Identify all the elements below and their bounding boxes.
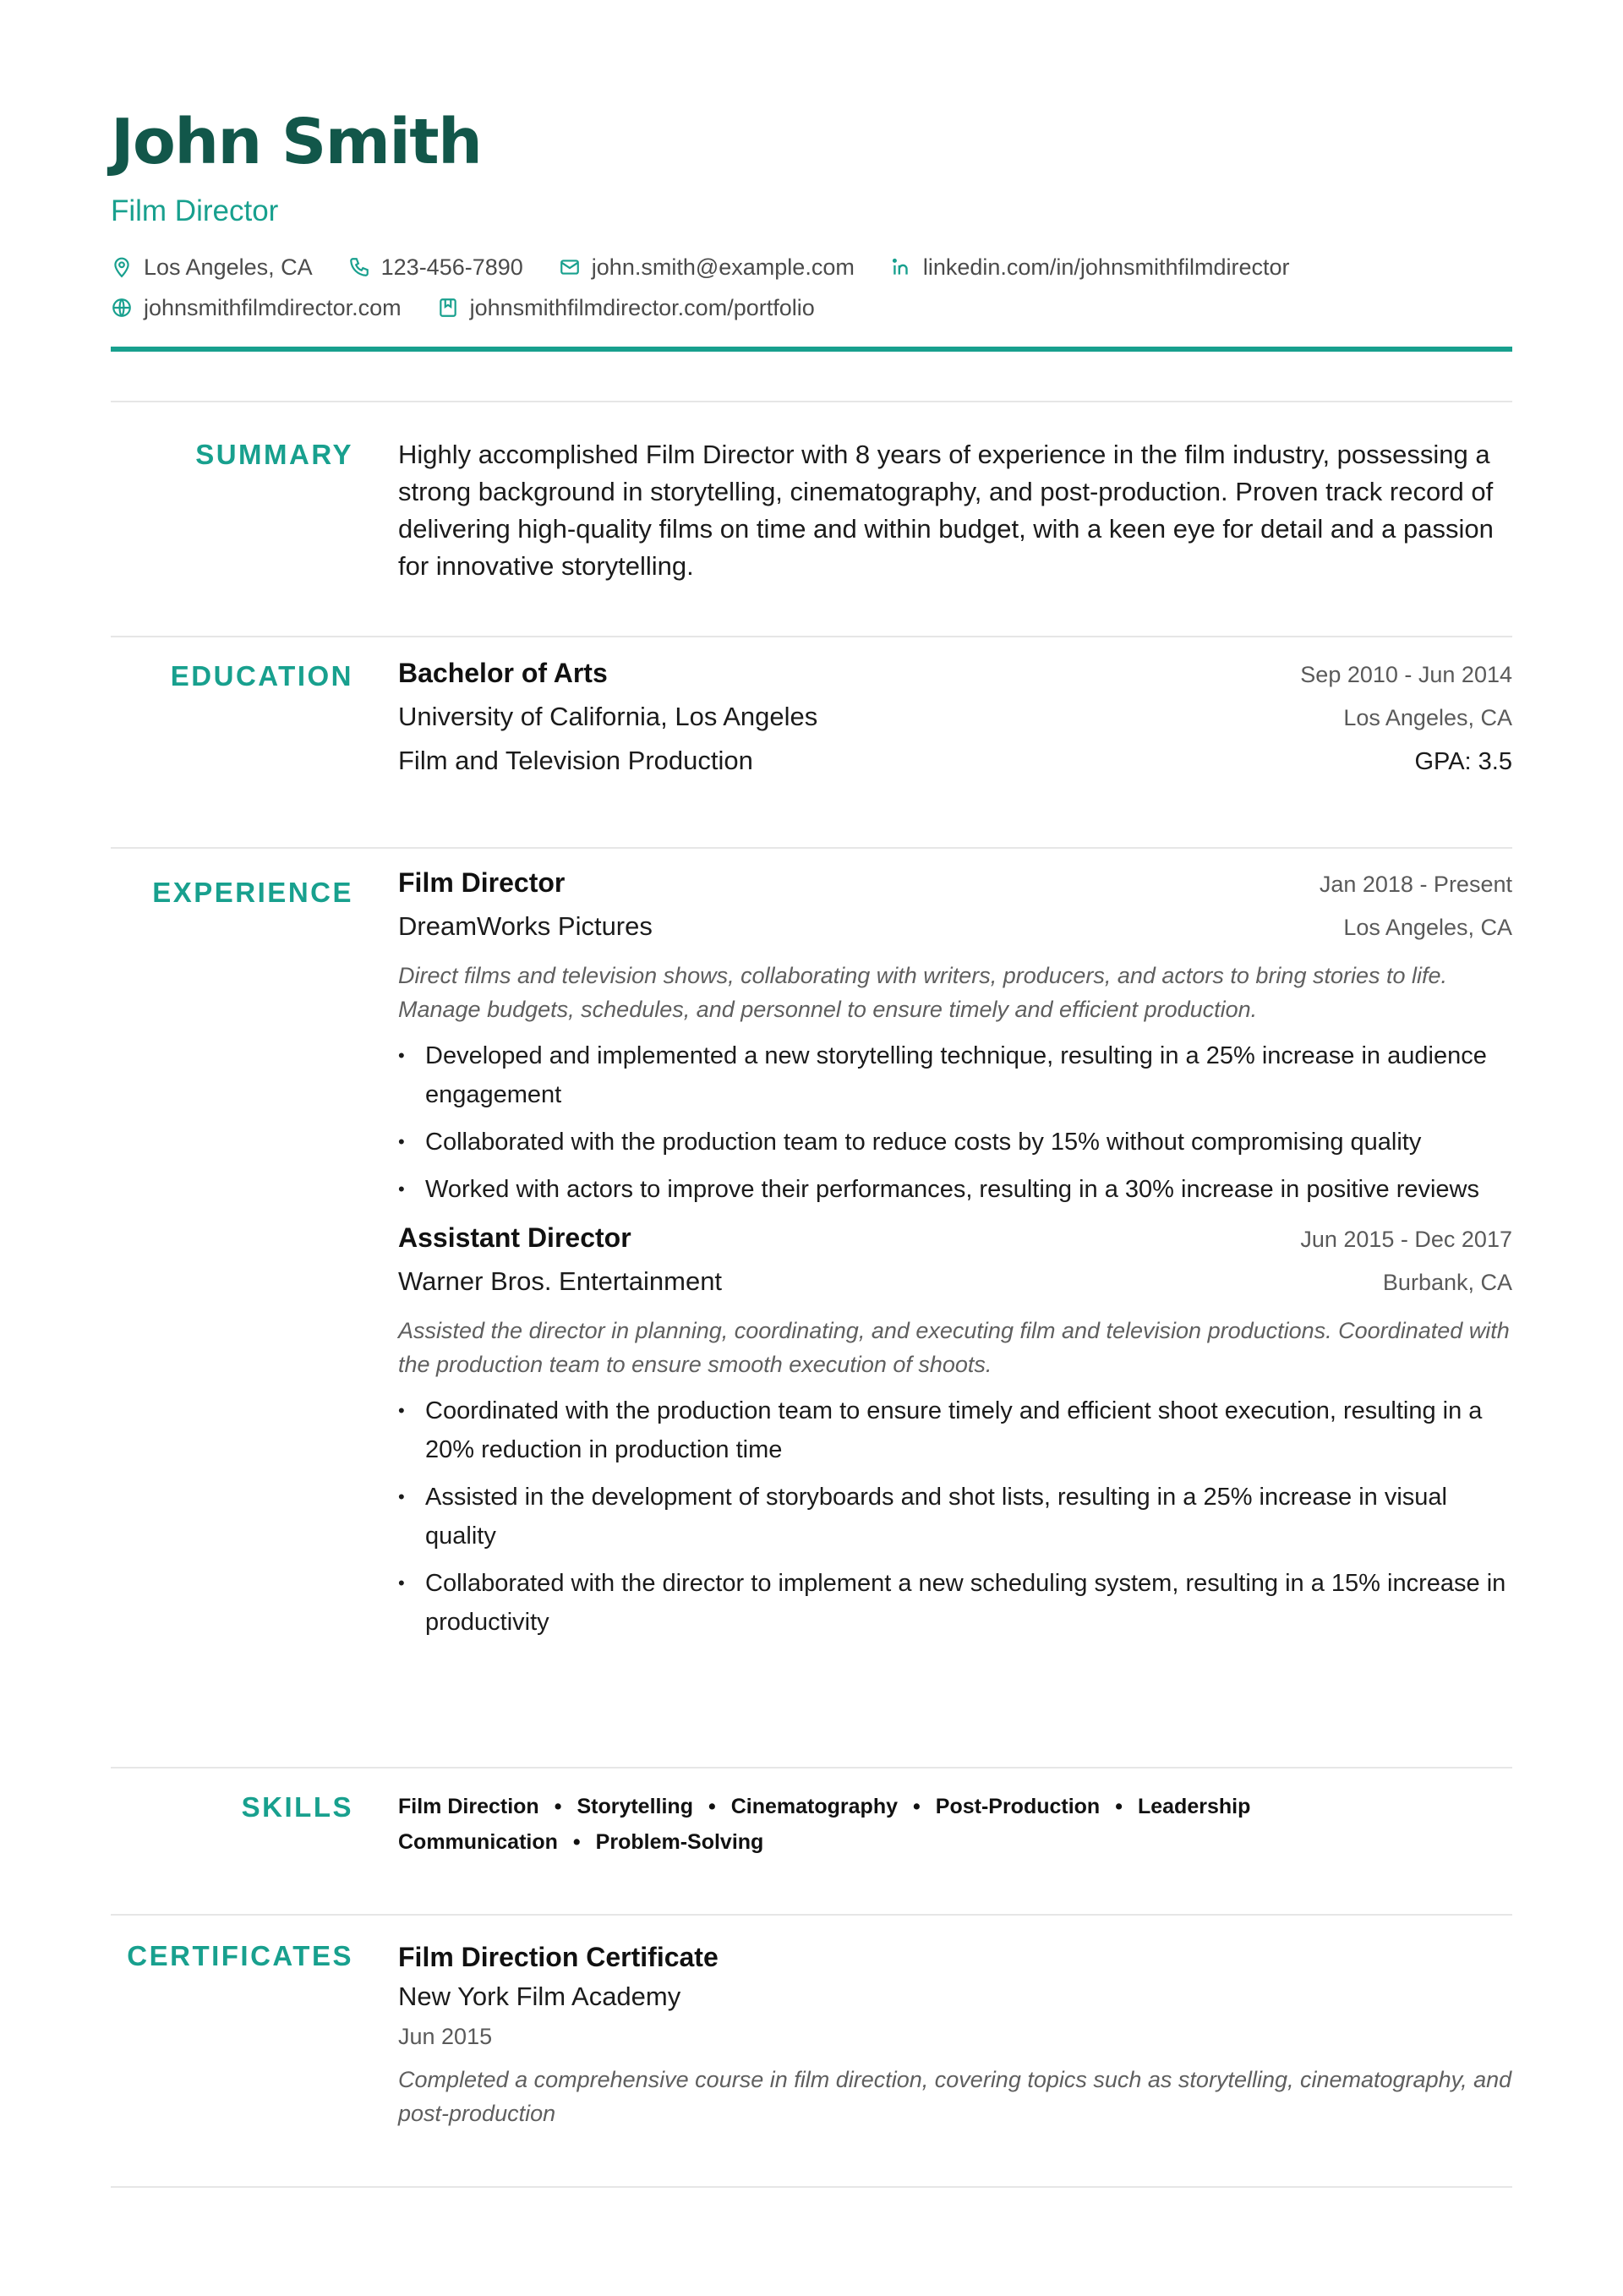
contact-phone-text: 123-456-7890 — [380, 254, 523, 280]
job-company-row — [398, 911, 1512, 954]
contact-website-text: johnsmithfilmdirector.com — [144, 295, 402, 320]
contact-portfolio[interactable] — [437, 287, 815, 328]
gpa: GPA: 3.5 — [1414, 748, 1512, 775]
list-item: • Developed and implemented a new storytelling technique, resulting in a 25% increase in audience engagement — [398, 1036, 1512, 1114]
skill-separator: • — [572, 1830, 581, 1854]
school-location: Los Angeles, CA — [1343, 705, 1512, 730]
contact-phone[interactable] — [348, 247, 523, 287]
job-achievements — [398, 1036, 1512, 1209]
globe-icon — [111, 297, 133, 319]
certificates-section — [111, 1914, 1512, 2188]
linkedin-icon — [890, 256, 912, 278]
job-dates: Jun 2015 - Dec 2017 — [1300, 1227, 1512, 1252]
job-company: Warner Bros. Entertainment — [398, 1266, 723, 1296]
bookmark-icon — [437, 297, 459, 319]
job-location: Los Angeles, CA — [1343, 915, 1512, 940]
summary-heading: SUMMARY — [195, 439, 353, 470]
list-item: • Collaborated with the production team to reduce costs by 15% without compromising quality — [398, 1123, 1512, 1162]
education-section — [111, 636, 1512, 847]
header-divider — [111, 347, 1512, 352]
education-dates: Sep 2010 - Jun 2014 — [1300, 662, 1512, 687]
job-title: Assistant Director — [398, 1222, 631, 1253]
job-location: Burbank, CA — [1382, 1270, 1512, 1295]
job-title-row — [398, 867, 1512, 911]
job-description: Direct films and television shows, collaborating with writers, producers, and actors to bring stories to life. Manage budgets, schedules, and personnel to ensure timely and efficient production. — [398, 963, 1448, 1022]
skills-heading: SKILLS — [241, 1791, 353, 1823]
list-item: • Worked with actors to improve their performances, resulting in a 30% increase in positive reviews — [398, 1170, 1512, 1209]
skill-separator: • — [708, 1795, 716, 1818]
contact-row — [111, 247, 1512, 287]
skills-list — [398, 1789, 1512, 1914]
degree: Bachelor of Arts — [398, 658, 608, 688]
contact-info — [111, 247, 1512, 328]
skill-separator: • — [1115, 1795, 1123, 1818]
contact-email[interactable] — [559, 247, 855, 287]
certificates-body — [398, 1938, 1512, 2186]
certificate-name: Film Direction Certificate — [398, 1942, 719, 1972]
candidate-role: Film Director — [111, 194, 279, 227]
contact-row — [111, 287, 1512, 328]
job-entry — [398, 867, 1512, 1209]
list-item: • Assisted in the development of storyboards and shot lists, resulting in a 25% increase in visual quality — [398, 1478, 1512, 1555]
job-company: DreamWorks Pictures — [398, 911, 653, 941]
skill-separator: • — [913, 1795, 921, 1818]
job-title: Film Director — [398, 867, 566, 898]
list-item: • Coordinated with the production team to ensure timely and efficient shoot execution, resulting in a 20% reduction in production time — [398, 1391, 1512, 1469]
field-of-study: Film and Television Production — [398, 746, 753, 775]
skill-tag: Problem-Solving — [595, 1830, 764, 1854]
job-company-row — [398, 1266, 1512, 1309]
skill-separator: • — [554, 1795, 562, 1818]
experience-section — [111, 847, 1512, 1767]
contact-location-text: Los Angeles, CA — [144, 254, 313, 280]
skill-tag: Leadership — [1137, 1795, 1251, 1818]
certificates-heading: CERTIFICATES — [127, 1940, 353, 1971]
experience-heading: EXPERIENCE — [152, 877, 353, 908]
skills-section — [111, 1767, 1512, 1914]
contact-linkedin[interactable] — [890, 247, 1290, 287]
skill-tag: Communication — [398, 1830, 558, 1854]
job-description: Assisted the director in planning, coordinating, and executing film and television productions. Coordinated with the production team to ensure smooth execution of shoots. — [398, 1318, 1510, 1377]
contact-portfolio-text: johnsmithfilmdirector.com/portfolio — [469, 295, 815, 320]
skill-tag: Post-Production — [935, 1795, 1101, 1818]
list-item: • Collaborated with the director to implement a new scheduling system, resulting in a 15% increase in productivity — [398, 1564, 1512, 1642]
skills-row — [398, 1824, 1512, 1860]
education-heading: EDUCATION — [170, 660, 353, 692]
candidate-name: John Smith — [111, 106, 482, 178]
skill-tag: Storytelling — [577, 1795, 693, 1818]
summary-body — [398, 436, 1512, 636]
education-row — [398, 746, 1512, 790]
certificate-date: Jun 2015 — [398, 2024, 493, 2049]
job-dates: Jan 2018 - Present — [1319, 872, 1512, 897]
school-name: University of California, Los Angeles — [398, 702, 818, 731]
contact-email-text: john.smith@example.com — [591, 254, 855, 280]
job-entry — [398, 1222, 1512, 1642]
certificate-description: Completed a comprehensive course in film direction, covering topics such as storytelling, cinematography, and post-production — [398, 2067, 1512, 2126]
resume-header — [111, 0, 1512, 352]
location-pin-icon — [111, 256, 133, 278]
skills-row — [398, 1789, 1512, 1824]
education-row — [398, 658, 1512, 702]
envelope-icon — [559, 256, 581, 278]
experience-body — [398, 867, 1512, 1767]
skill-tag: Cinematography — [730, 1795, 898, 1818]
contact-location — [111, 247, 313, 287]
job-achievements — [398, 1391, 1512, 1642]
contact-linkedin-text: linkedin.com/in/johnsmithfilmdirector — [922, 254, 1290, 280]
summary-text: Highly accomplished Film Director with 8 years of experience in the film industry, possessing a strong background in storytelling, cinematography, and post-production. Proven track record of delivering high-quality films on time and within budget, with a keen eye for detail and a passion for innovative storytelling. — [398, 440, 1494, 581]
contact-website[interactable] — [111, 287, 402, 328]
education-body — [398, 658, 1512, 847]
certificate-issuer: New York Film Academy — [398, 1982, 681, 2011]
phone-icon — [348, 256, 370, 278]
education-row — [398, 702, 1512, 746]
job-title-row — [398, 1222, 1512, 1266]
summary-section — [111, 401, 1512, 636]
skill-tag: Film Direction — [398, 1795, 539, 1818]
